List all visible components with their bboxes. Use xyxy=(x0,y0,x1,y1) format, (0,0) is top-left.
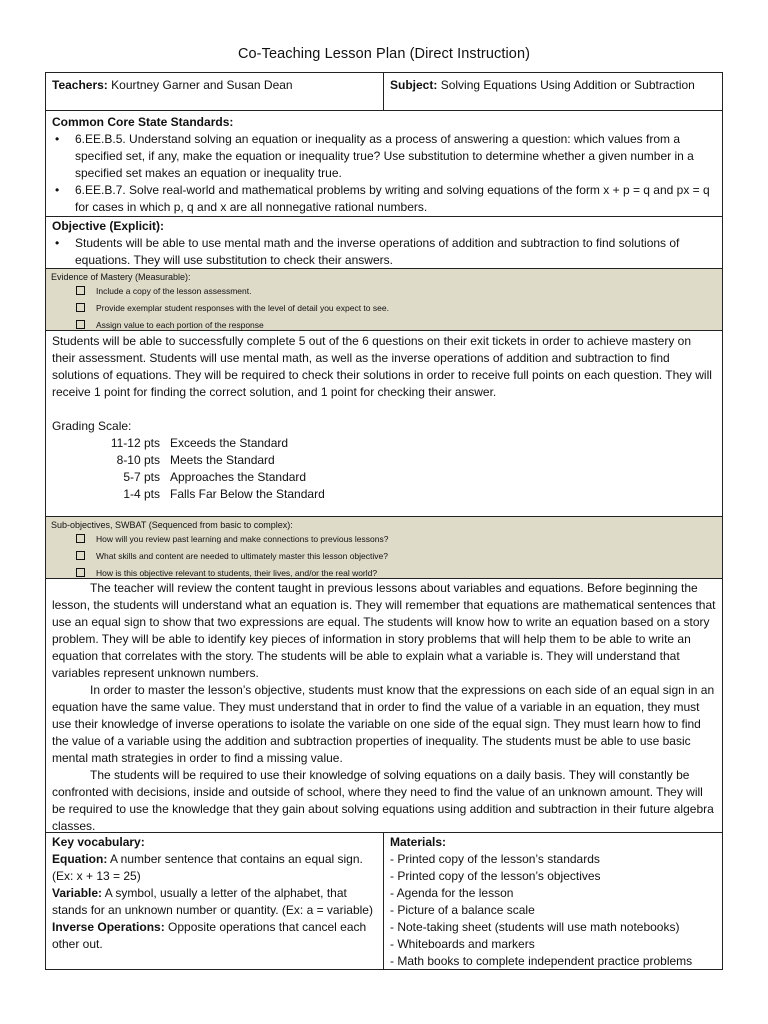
objective-item: • Students will be able to use mental math and the inverse operations of addition and subtraction to find solutions of equations. They will use substitution to check their answers. xyxy=(52,235,716,269)
checkbox-icon[interactable] xyxy=(76,568,85,577)
standards-heading: Common Core State Standards: xyxy=(52,115,234,129)
skills-paragraph: In order to master the lesson’s objective, students must know that the expressions on each side of an equal sign in an equation have the same value. They must understand that in order to find the value of a variable in an equation, they must use their knowledge of inverse operations to isolate the variable on one side of the equal sign. They must learn how to find the value of a variable using the addition and subtraction properties of inequality. The students must be able to use basic mental math strategies in order to find a missing value. xyxy=(52,683,715,765)
subobjectives-heading: Sub-objectives, SWBAT (Sequenced from basic to complex): xyxy=(51,520,293,530)
grading-scale xyxy=(52,435,716,503)
subobjective-item: What skills and content are needed to ultimately master this lesson objective? xyxy=(74,548,722,565)
standards-list xyxy=(52,131,716,216)
evidence-item: Assign value to each portion of the response xyxy=(74,317,722,334)
vocabulary-cell xyxy=(46,833,384,969)
mastery-section xyxy=(46,331,722,517)
teachers-cell xyxy=(46,73,384,110)
materials-item: - Math books to complete independent practice problems xyxy=(390,954,693,968)
vocab-term-equation: Equation: A number sentence that contains an equal sign. (Ex: x + 13 = 25) xyxy=(52,852,363,883)
vocabulary-heading: Key vocabulary: xyxy=(52,835,145,849)
standard-item: • 6.EE.B.5. Understand solving an equation or inequality as a process of answering a question: which values from a specified set, if any, make the equation or inequality true? Use substitution to determine whether a given number in a specified set makes an equation or inequality true. xyxy=(52,131,716,182)
materials-item: - Printed copy of the lesson’s standards xyxy=(390,852,600,866)
checkbox-icon[interactable] xyxy=(76,534,85,543)
mastery-paragraph: Students will be able to successfully complete 5 out of the 6 questions on their exit tickets in order to achieve mastery on their assessment. Students will use mental math, as well as the inverse operations of addition and subtraction to find solutions of equations. They will be required to check their solutions in order to receive full points on each question. They will receive 1 point for finding the correct solution, and 1 point for checking their answer. xyxy=(52,334,712,399)
teachers-value: Kourtney Garner and Susan Dean xyxy=(111,78,293,92)
document-title: Co-Teaching Lesson Plan (Direct Instruction) xyxy=(237,46,531,62)
evidence-item: Include a copy of the lesson assessment. xyxy=(74,283,722,300)
checkbox-icon[interactable] xyxy=(76,320,85,329)
standards-section xyxy=(46,111,722,217)
materials-item: - Picture of a balance scale xyxy=(390,903,535,917)
vocab-term-inverse-operations: Inverse Operations: Opposite operations that cancel each other out. xyxy=(52,920,367,951)
subobjectives-checklist xyxy=(46,531,722,583)
materials-heading: Materials: xyxy=(390,835,447,849)
evidence-heading: Evidence of Mastery (Measurable): xyxy=(51,272,191,282)
subject-value: Solving Equations Using Addition or Subtraction xyxy=(440,78,695,92)
review-paragraph: The teacher will review the content taught in previous lessons about variables and equations. Before beginning the lesson, the students will understand what an equation is. They will remember that equations are mathematical sentences that use an equal sign to show that two expressions are equal. The students will know how to write an equation based on a story problem. They will be able to identify key pieces of information in story problems that will help them to be able to write an equation that correlates with the story. The students will be able to explain what a variable is. They will understand that variables represent unknown numbers. xyxy=(52,581,716,680)
checkbox-icon[interactable] xyxy=(76,551,85,560)
grading-row: 8-10 pts Meets the Standard xyxy=(116,453,275,467)
header-row xyxy=(46,73,722,111)
lesson-plan-table xyxy=(45,72,723,970)
objective-section xyxy=(46,217,722,269)
materials-item: - Note-taking sheet (students will use math notebooks) xyxy=(390,920,680,934)
evidence-item: Provide exemplar student responses with the level of detail you expect to see. xyxy=(74,300,722,317)
standard-item: • 6.EE.B.7. Solve real-world and mathematical problems by writing and solving equations of the form x + p = q and px = q for cases in which p, q and x are all nonnegative rational numbers. xyxy=(52,182,716,216)
grading-row: 1-4 pts Falls Far Below the Standard xyxy=(123,487,325,501)
teachers-label: Teachers: xyxy=(52,78,108,92)
relevance-paragraph: The students will be required to use their knowledge of solving equations on a daily basis. They will constantly be confronted with decisions, inside and outside of school, where they need to find the value of an unknown amount. They will be required to use the knowledge that they gain about solving equations using addition and subtraction in their future algebra classes. xyxy=(52,768,714,833)
subject-cell xyxy=(384,73,722,110)
evidence-checklist xyxy=(46,283,722,335)
subobjectives-section xyxy=(46,517,722,579)
vocab-term-variable: Variable: A symbol, usually a letter of the alphabet, that stands for an unknown number or quantity. (Ex: a = variable) xyxy=(52,886,373,917)
materials-cell xyxy=(384,833,722,969)
subobjective-item: How is this objective relevant to students, their lives, and/or the real world? xyxy=(74,565,722,582)
subject-label: Subject: xyxy=(390,78,438,92)
vocab-materials-row xyxy=(46,833,722,969)
materials-item: - Printed copy of the lesson’s objectives xyxy=(390,869,601,883)
checkbox-icon[interactable] xyxy=(76,286,85,295)
checkbox-icon[interactable] xyxy=(76,303,85,312)
materials-item: - Agenda for the lesson xyxy=(390,886,514,900)
grading-row: 11-12 pts Exceeds the Standard xyxy=(110,436,289,450)
subobjective-item: How will you review past learning and make connections to previous lessons? xyxy=(74,531,722,548)
grading-scale-label: Grading Scale: xyxy=(52,419,132,433)
grading-row: 5-7 pts Approaches the Standard xyxy=(123,470,307,484)
objective-heading: Objective (Explicit): xyxy=(52,219,165,233)
subobjectives-text xyxy=(46,579,722,833)
evidence-section xyxy=(46,269,722,331)
materials-item: - Whiteboards and markers xyxy=(390,937,535,951)
objective-list xyxy=(52,235,716,269)
